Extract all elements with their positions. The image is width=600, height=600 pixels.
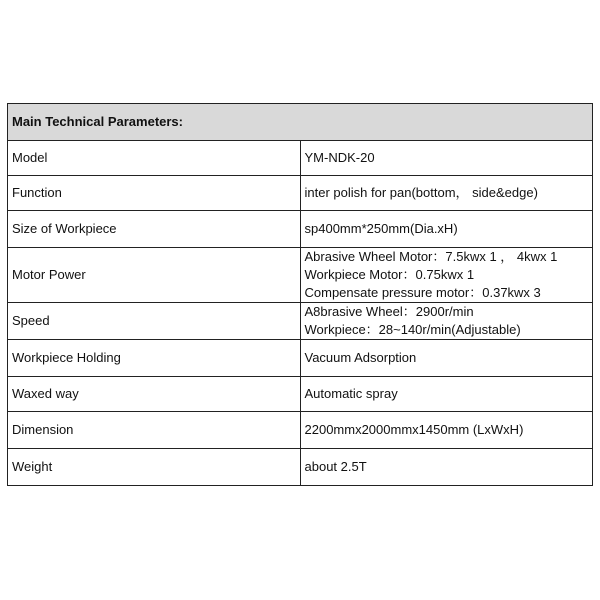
- table-row: [8, 412, 593, 449]
- row-value-waxed-way: [300, 377, 593, 412]
- row-label-weight: Weight: [8, 449, 301, 486]
- value-line: Abrasive Wheel Motor：7.5kwx 1 ， 4kwx 1: [304, 249, 558, 264]
- value-line: inter polish for pan(bottom， side&edge): [304, 185, 538, 200]
- row-value-size-of-workpiece: [300, 211, 593, 248]
- row-value-dimension: [300, 412, 593, 449]
- table-header-row: [8, 104, 593, 141]
- value-line: Compensate pressure motor：0.37kwx 3: [304, 285, 541, 300]
- technical-parameters-table: [7, 103, 593, 486]
- row-value-motor-power: [300, 248, 593, 303]
- row-label-speed: Speed: [8, 303, 301, 340]
- row-value-function: [300, 176, 593, 211]
- value-line: Automatic spray: [304, 386, 398, 401]
- value-line: about 2.5T: [304, 459, 367, 474]
- table-row: [8, 449, 593, 486]
- table-row: [8, 340, 593, 377]
- row-value-speed: [300, 303, 593, 340]
- value-line: Vacuum Adsorption: [304, 350, 417, 365]
- row-label-model: Model: [8, 141, 301, 176]
- row-label-workpiece-holding: Workpiece Holding: [8, 340, 301, 377]
- value-line: Workpiece Motor：0.75kwx 1: [304, 267, 475, 282]
- value-line: A8brasive Wheel：2900r/min: [304, 304, 474, 319]
- row-label-waxed-way: Waxed way: [8, 377, 301, 412]
- row-label-function: Function: [8, 176, 301, 211]
- row-value-model: [300, 141, 593, 176]
- value-line: 2200mmx2000mmx1450mm (LxWxH): [304, 422, 524, 437]
- table-row: [8, 141, 593, 176]
- table-row: [8, 303, 593, 340]
- table-title: Main Technical Parameters:: [8, 104, 593, 141]
- table-row: [8, 176, 593, 211]
- table-row: [8, 377, 593, 412]
- table-row: [8, 248, 593, 303]
- value-line: Workpiece：28~140r/min(Adjustable): [304, 322, 521, 337]
- row-label-dimension: Dimension: [8, 412, 301, 449]
- value-line: YM-NDK-20: [304, 150, 375, 165]
- row-value-weight: [300, 449, 593, 486]
- row-label-size-of-workpiece: Size of Workpiece: [8, 211, 301, 248]
- value-line: sp400mm*250mm(Dia.xH): [304, 221, 458, 236]
- row-label-motor-power: Motor Power: [8, 248, 301, 303]
- table-row: [8, 211, 593, 248]
- row-value-workpiece-holding: [300, 340, 593, 377]
